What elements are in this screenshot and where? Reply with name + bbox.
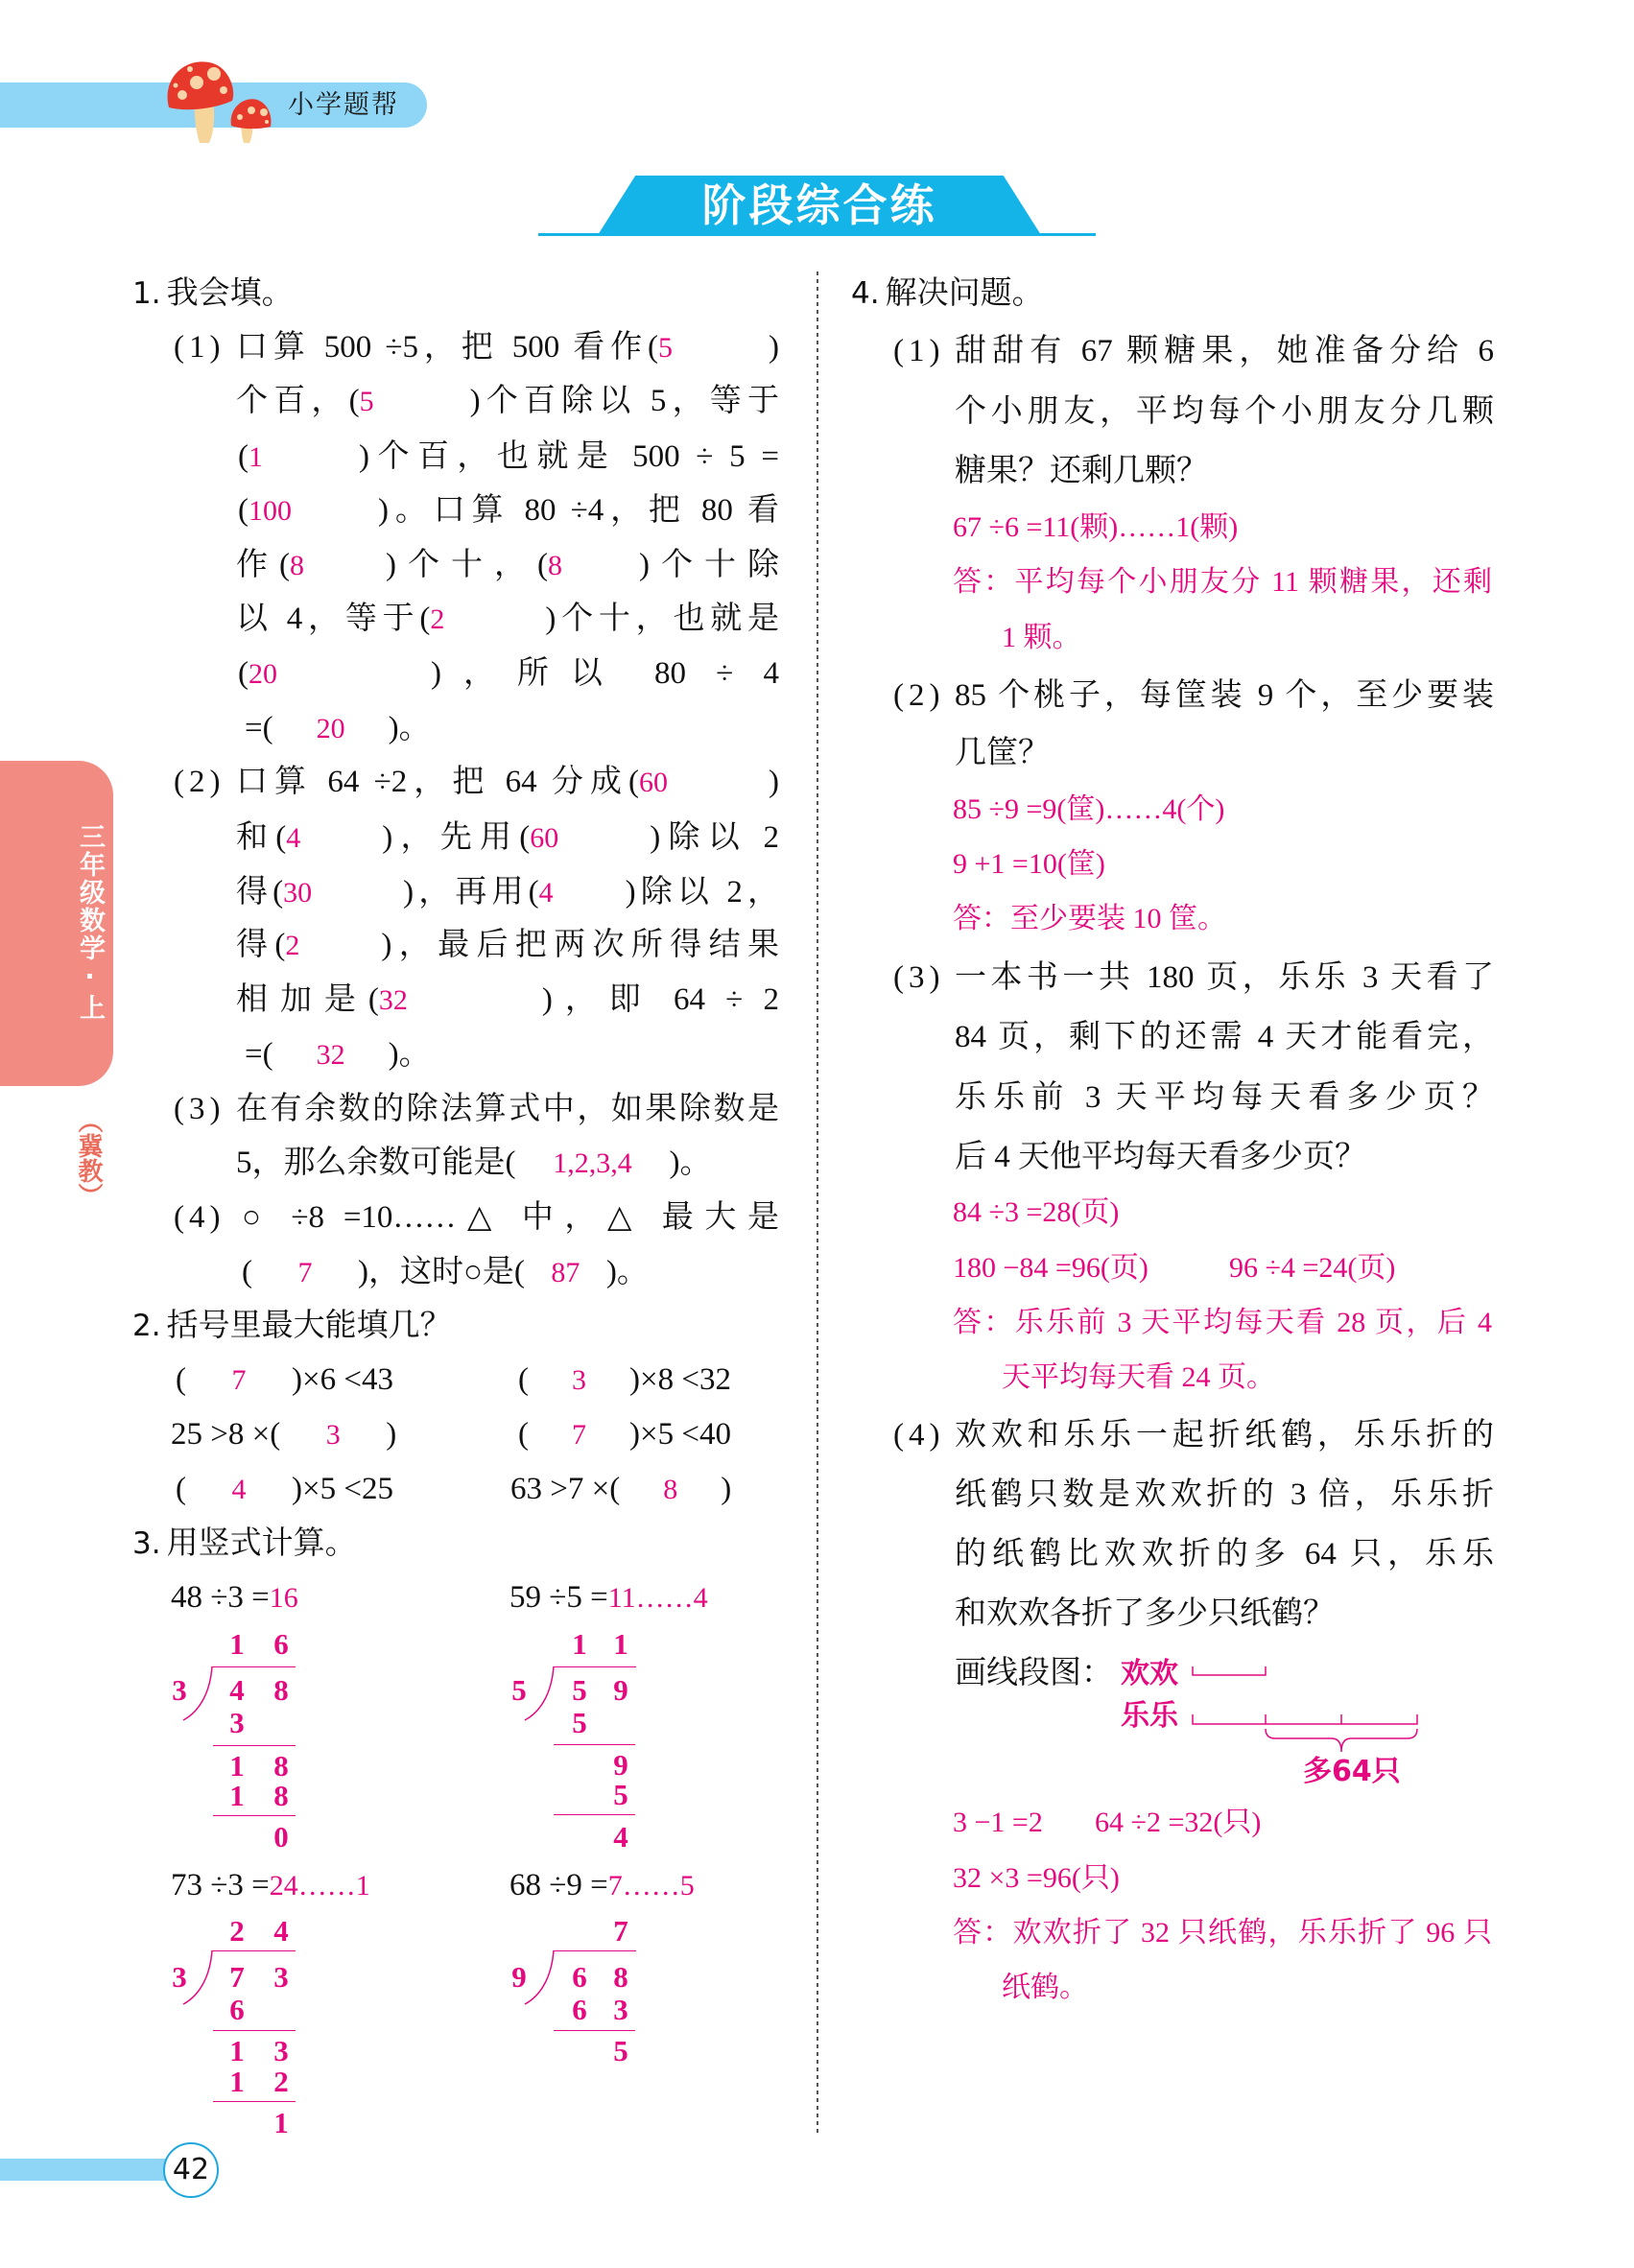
diagram-label: 画线段图： xyxy=(955,1656,1113,1690)
line-text: )，最后把两次所得结果 xyxy=(381,928,779,962)
line-text: )个百，也就是 500 ÷ 5 = xyxy=(359,439,779,474)
section-title: 阶段综合练 xyxy=(701,179,937,231)
subtraction-line xyxy=(213,1745,296,1746)
question-4-heading xyxy=(851,270,1044,318)
fill-line xyxy=(238,433,779,481)
brand-name: 小学题帮 xyxy=(288,90,399,120)
answer-line: 答：乐乐前 3 天平均每天看 28 页，后 4 xyxy=(953,1307,1492,1338)
part-label: (3) xyxy=(174,1092,225,1126)
question-line: 84 页，剩下的还需 4 天才能看完， xyxy=(955,1020,1494,1054)
divisor: 3 xyxy=(172,1960,187,1994)
question-number: 3. xyxy=(132,1526,161,1561)
work-digit: 5 xyxy=(613,1778,628,1811)
part-label: (2) xyxy=(174,765,225,799)
question-line: 的纸鹤比欢欢折的多 64 只，乐乐 xyxy=(955,1537,1494,1571)
answer-blank: 4 xyxy=(538,877,554,909)
inequality-item xyxy=(176,1465,393,1513)
remainder-digit: 4 xyxy=(613,1820,628,1854)
equation-text: 59 ÷5 = xyxy=(509,1580,608,1615)
inequality-item xyxy=(518,1410,731,1458)
work-digit: 1 xyxy=(229,2034,245,2067)
work-digit: 2 xyxy=(273,2065,289,2098)
answer-blank: 32 xyxy=(378,984,408,1016)
line-text: ○ ÷8 =10……△ 中，△ 最大是 xyxy=(242,1200,779,1235)
answer-blank: 3 xyxy=(325,1419,341,1451)
line-text: 以 4，等于( xyxy=(236,602,431,636)
line-text: 作( xyxy=(236,548,290,582)
fill-line xyxy=(236,377,779,425)
division-equation xyxy=(171,1573,298,1621)
division-equation xyxy=(509,1861,695,1909)
answer-line: 纸鹤。 xyxy=(1002,1972,1088,2003)
line-text: ( xyxy=(242,1255,252,1289)
subtraction-line xyxy=(213,2101,296,2102)
item-text: ( xyxy=(518,1417,529,1452)
fill-line xyxy=(236,323,779,371)
answer-blank: 60 xyxy=(530,822,559,854)
part-label: (1) xyxy=(893,334,945,368)
answer-blank: 60 xyxy=(639,767,668,798)
solution-line: 84 ÷3 =28(页) xyxy=(953,1196,1120,1228)
divisor: 5 xyxy=(511,1673,527,1707)
side-tab-edition: （冀教） xyxy=(74,1108,103,1208)
inequality-item xyxy=(176,1356,393,1404)
line-text: )。 xyxy=(388,1037,431,1072)
quotient-digit: 1 xyxy=(613,1627,628,1661)
work-digit: 1 xyxy=(229,2065,245,2098)
question-line: 欢欢和乐乐一起折纸鹤，乐乐折的 xyxy=(955,1418,1494,1453)
answer-blank: 5 xyxy=(359,386,374,417)
fill-line xyxy=(236,814,779,862)
question-line: 一本书一共 180 页，乐乐 3 天看了 xyxy=(955,960,1494,995)
work-digit: 1 xyxy=(229,1749,245,1783)
question-line: 几筐？ xyxy=(955,736,1050,770)
item-text: ) xyxy=(386,1417,397,1452)
answer-blank: 7 xyxy=(231,1364,247,1396)
line-text: 和( xyxy=(236,820,287,855)
line-segment-diagram xyxy=(1185,1660,1425,1760)
answer-blank: 20 xyxy=(316,713,345,744)
line-text: 得( xyxy=(236,928,286,962)
answer-blank: 2 xyxy=(430,603,445,635)
line-text: =( xyxy=(245,711,273,745)
inequality-item xyxy=(510,1465,731,1513)
line-text: 个百，( xyxy=(236,384,360,418)
solution-line: 9 +1 =10(筐) xyxy=(953,848,1105,880)
question-title: 我会填。 xyxy=(166,276,294,311)
fill-line xyxy=(245,704,431,752)
work-digit: 8 xyxy=(273,1779,289,1812)
division-bar xyxy=(554,1666,636,1667)
item-text: 63 >7 ×( xyxy=(510,1472,621,1506)
fill-line xyxy=(236,595,779,643)
answer-blank: 8 xyxy=(290,550,304,581)
side-tab-label: 三年级数学·上 xyxy=(75,823,105,1022)
solution-line: 64 ÷2 =32(只) xyxy=(1095,1807,1262,1838)
quotient-digit: 4 xyxy=(273,1914,289,1948)
equation-result: 7……5 xyxy=(607,1870,695,1902)
subtraction-line xyxy=(554,1814,635,1815)
remainder-digit: 1 xyxy=(273,2106,289,2139)
answer-blank: 20 xyxy=(249,658,277,690)
line-text: ( xyxy=(238,493,249,528)
line-text: )，即 64 ÷ 2 xyxy=(541,982,779,1017)
answer-line: 1 颗。 xyxy=(1002,622,1081,653)
line-text: ( xyxy=(238,656,249,691)
question-title: 解决问题。 xyxy=(885,276,1044,311)
fill-line xyxy=(236,758,779,806)
line-text: ) xyxy=(769,765,779,799)
equation-result: 16 xyxy=(269,1582,298,1614)
answer-blank: 87 xyxy=(551,1257,580,1288)
dividend-digit: 3 xyxy=(273,1960,289,1994)
part-label: (4) xyxy=(893,1418,945,1453)
line-text: )个十，也就是 xyxy=(545,602,779,636)
answer-blank: 4 xyxy=(286,822,301,854)
divisor: 9 xyxy=(511,1960,527,1994)
work-digit: 6 xyxy=(229,1993,245,2026)
fill-line xyxy=(242,1193,779,1241)
inequality-item xyxy=(171,1410,396,1458)
line-text: 在有余数的除法算式中，如果除数是 xyxy=(236,1092,779,1126)
answer-blank: 30 xyxy=(283,877,313,909)
question-line: 纸鹤只数是欢欢折的 3 倍，乐乐折 xyxy=(955,1477,1494,1512)
answer-blank: 7 xyxy=(572,1419,586,1451)
equation-result: 11……4 xyxy=(607,1582,708,1614)
answer-line: 答：平均每个小朋友分 11 颗糖果，还剩 xyxy=(953,566,1492,598)
subtraction-line xyxy=(554,1744,635,1745)
fill-line xyxy=(236,1085,779,1133)
fill-line xyxy=(238,486,779,534)
subtraction-line xyxy=(213,2030,296,2031)
answer-blank: 3 xyxy=(572,1364,586,1396)
question-line: 甜甜有 67 颗糖果，她准备分给 6 xyxy=(955,334,1494,368)
line-text: 口算 500 ÷5，把 500 看作( xyxy=(236,330,658,365)
line-text: 得( xyxy=(236,875,284,910)
dividend-digit: 6 xyxy=(572,1960,587,1994)
fill-line xyxy=(236,541,779,589)
answer-blank: 2 xyxy=(285,930,300,961)
work-digit: 3 xyxy=(613,1993,628,2026)
dividend-digit: 5 xyxy=(572,1673,587,1707)
solution-line: 180 −84 =96(页) xyxy=(953,1252,1149,1284)
part-label: (3) xyxy=(893,960,945,995)
question-line: 乐乐前 3 天平均每天看多少页？ xyxy=(955,1080,1494,1115)
question-line: 85 个桃子，每筐装 9 个，至少要装 xyxy=(955,678,1494,713)
subtraction-line xyxy=(554,2030,635,2031)
line-text: )个十，( xyxy=(386,548,548,582)
question-number: 2. xyxy=(132,1309,161,1343)
item-text: 25 >8 ×( xyxy=(171,1417,281,1452)
dividend-digit: 8 xyxy=(613,1960,628,1994)
item-text: )×8 <32 xyxy=(629,1362,731,1397)
answer-blank: 100 xyxy=(249,495,292,527)
line-text: ) xyxy=(769,330,779,365)
quotient-digit: 6 xyxy=(273,1627,289,1661)
mushroom-icon xyxy=(154,53,288,149)
part-label: (4) xyxy=(174,1200,225,1235)
work-digit: 3 xyxy=(273,2034,289,2067)
work-digit: 6 xyxy=(572,1993,587,2026)
dividend-digit: 7 xyxy=(229,1960,245,1994)
line-text: )。 xyxy=(388,711,431,745)
work-digit: 1 xyxy=(229,1779,245,1812)
dividend-digit: 9 xyxy=(613,1673,628,1707)
division-equation xyxy=(509,1573,708,1621)
question-1-heading xyxy=(132,270,294,318)
solution-line: 96 ÷4 =24(页) xyxy=(1229,1252,1396,1284)
work-digit: 8 xyxy=(273,1749,289,1783)
question-title: 用竖式计算。 xyxy=(166,1526,357,1561)
inequality-item xyxy=(518,1356,731,1404)
equation-text: 68 ÷9 = xyxy=(509,1868,608,1902)
answer-blank: 8 xyxy=(548,550,562,581)
division-equation xyxy=(171,1861,370,1909)
solution-line: 32 ×3 =96(只) xyxy=(953,1862,1120,1894)
line-text: )个十除 xyxy=(639,548,779,582)
remainder-digit: 5 xyxy=(613,2034,628,2067)
quotient-digit: 7 xyxy=(613,1914,628,1948)
equation-text: 73 ÷3 = xyxy=(171,1868,270,1902)
question-3-heading xyxy=(132,1520,357,1568)
line-text: )除以 2， xyxy=(625,875,779,910)
item-text: )×5 <40 xyxy=(629,1417,731,1452)
item-text: ( xyxy=(176,1472,186,1506)
line-text: )个百除以 5，等于 xyxy=(469,384,779,418)
division-bar xyxy=(212,1666,296,1667)
line-text: )。 xyxy=(669,1146,712,1180)
title-underline xyxy=(538,233,1096,236)
equation-result: 24……1 xyxy=(269,1870,370,1902)
question-line: 个小朋友，平均每个小朋友分几颗 xyxy=(955,394,1494,429)
question-2-heading xyxy=(132,1302,452,1350)
work-digit: 5 xyxy=(572,1706,587,1739)
answer-blank: 1,2,3,4 xyxy=(553,1147,632,1179)
subtraction-line xyxy=(213,1815,296,1816)
diagram-brace-label: 多64只 xyxy=(1303,1755,1401,1788)
line-text: 口算 64 ÷2，把 64 分成( xyxy=(236,765,639,799)
part-label: (1) xyxy=(174,330,225,365)
fill-line xyxy=(242,1248,649,1296)
work-digit: 3 xyxy=(229,1706,245,1739)
equation-text: 48 ÷3 = xyxy=(171,1580,270,1615)
line-text: )，先用( xyxy=(382,820,531,855)
line-text: ( xyxy=(238,439,249,474)
question-title: 括号里最大能填几？ xyxy=(166,1309,452,1343)
quotient-digit: 1 xyxy=(229,1627,245,1661)
quotient-digit: 2 xyxy=(229,1914,245,1948)
line-text: 相加是( xyxy=(236,982,379,1017)
fill-line xyxy=(236,1139,712,1187)
solution-line: 3 −1 =2 xyxy=(953,1807,1043,1838)
item-text: ( xyxy=(176,1362,186,1397)
diagram-row-label: 欢欢 xyxy=(1121,1657,1178,1690)
line-text: )。 xyxy=(605,1255,649,1289)
answer-blank: 4 xyxy=(231,1474,247,1505)
dividend-digit: 4 xyxy=(229,1673,245,1707)
dividend-digit: 8 xyxy=(273,1673,289,1707)
answer-blank: 32 xyxy=(316,1039,345,1071)
question-line: 糖果？还剩几颗？ xyxy=(955,454,1208,488)
line-text: )，这时○是( xyxy=(358,1255,525,1289)
column-divider xyxy=(817,272,818,2133)
item-text: ) xyxy=(721,1472,732,1506)
line-text: )除以 2 xyxy=(650,820,779,855)
solution-line: 85 ÷9 =9(筐)……4(个) xyxy=(953,793,1225,825)
answer-line: 天平均每天看 24 页。 xyxy=(1002,1361,1275,1393)
line-text: =( xyxy=(245,1037,273,1072)
fill-line xyxy=(238,650,779,697)
line-text: )，再用( xyxy=(403,875,539,910)
answer-line: 答：至少要装 10 筐。 xyxy=(953,903,1226,934)
quotient-digit: 1 xyxy=(572,1627,587,1661)
division-bar xyxy=(554,1950,636,1951)
remainder-digit: 0 xyxy=(273,1820,289,1854)
work-digit: 9 xyxy=(613,1748,628,1782)
fill-line xyxy=(236,868,779,916)
answer-blank: 8 xyxy=(663,1474,678,1505)
line-text: )，所以 80 ÷ 4 xyxy=(431,656,779,691)
question-number: 4. xyxy=(851,276,880,311)
question-line: 后 4 天他平均每天看多少页？ xyxy=(955,1140,1366,1174)
solution-line: 67 ÷6 =11(颗)……1(颗) xyxy=(953,511,1239,543)
fill-line xyxy=(236,921,779,969)
question-number: 1. xyxy=(132,276,161,311)
fill-line xyxy=(245,1030,431,1078)
line-text: )。口算 80 ÷4，把 80 看 xyxy=(378,493,779,528)
divisor: 3 xyxy=(172,1673,187,1707)
item-text: )×5 <25 xyxy=(292,1472,393,1506)
question-line: 和欢欢各折了多少只纸鹤？ xyxy=(955,1596,1335,1631)
answer-blank: 5 xyxy=(658,332,673,364)
answer-blank: 1 xyxy=(249,441,263,473)
answer-line: 答：欢欢折了 32 只纸鹤，乐乐折了 96 只 xyxy=(953,1917,1492,1949)
diagram-row-label: 乐乐 xyxy=(1121,1699,1178,1733)
answer-blank: 7 xyxy=(297,1257,313,1288)
item-text: )×6 <43 xyxy=(292,1362,393,1397)
part-label: (2) xyxy=(893,678,945,713)
line-text: 5，那么余数可能是( xyxy=(236,1146,516,1180)
footer-bar xyxy=(0,2159,168,2181)
page-number: 42 xyxy=(163,2142,219,2198)
division-bar xyxy=(212,1950,296,1951)
fill-line xyxy=(236,976,779,1024)
item-text: ( xyxy=(518,1362,529,1397)
